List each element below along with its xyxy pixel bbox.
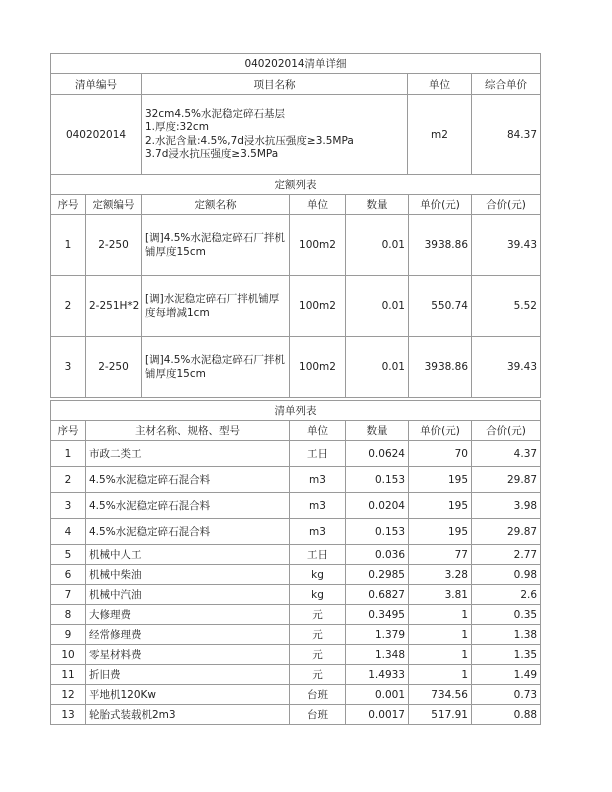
quota-unit: 100m2 [290, 215, 346, 276]
material-total: 3.98 [472, 493, 541, 519]
quota-total-header: 合价(元) [472, 195, 541, 215]
quota-section-title: 定额列表 [51, 175, 541, 195]
material-name: 机械中人工 [86, 545, 290, 565]
material-name: 市政二类工 [86, 441, 290, 467]
page-title-row [51, 54, 541, 74]
material-total: 2.6 [472, 585, 541, 605]
material-total: 0.88 [472, 705, 541, 725]
material-name: 平地机120Kw [86, 685, 290, 705]
material-unit: m3 [290, 467, 346, 493]
bill-unit: m2 [408, 95, 472, 175]
material-seq-header: 序号 [51, 421, 86, 441]
quota-price: 3938.86 [409, 215, 472, 276]
material-total: 0.98 [472, 565, 541, 585]
material-row [51, 441, 541, 467]
material-unit: 元 [290, 645, 346, 665]
quota-seq: 2 [51, 276, 86, 337]
material-row [51, 493, 541, 519]
bill-name-header: 项目名称 [142, 74, 408, 95]
material-price: 195 [409, 493, 472, 519]
quota-price-header: 单价(元) [409, 195, 472, 215]
quota-row [51, 276, 541, 337]
material-qty-header: 数量 [346, 421, 409, 441]
material-seq: 5 [51, 545, 86, 565]
material-qty: 0.001 [346, 685, 409, 705]
material-seq: 12 [51, 685, 86, 705]
material-seq: 2 [51, 467, 86, 493]
material-name: 折旧费 [86, 665, 290, 685]
material-unit: 工日 [290, 441, 346, 467]
material-unit: kg [290, 565, 346, 585]
quota-name: [调]水泥稳定碎石厂拌机铺厚度每增减1cm [142, 276, 290, 337]
quota-price: 3938.86 [409, 337, 472, 398]
bill-row [51, 95, 541, 175]
material-title-row [51, 401, 541, 421]
material-price: 734.56 [409, 685, 472, 705]
material-price: 77 [409, 545, 472, 565]
material-price: 1 [409, 665, 472, 685]
material-unit: 工日 [290, 545, 346, 565]
material-seq: 7 [51, 585, 86, 605]
material-total: 29.87 [472, 519, 541, 545]
material-qty: 0.153 [346, 467, 409, 493]
bill-code-header: 清单编号 [51, 74, 142, 95]
quota-total: 39.43 [472, 215, 541, 276]
material-unit: kg [290, 585, 346, 605]
material-total: 4.37 [472, 441, 541, 467]
material-seq: 4 [51, 519, 86, 545]
quota-seq: 3 [51, 337, 86, 398]
quota-seq: 1 [51, 215, 86, 276]
material-body [51, 441, 541, 725]
material-row [51, 585, 541, 605]
material-price: 3.81 [409, 585, 472, 605]
material-qty: 1.348 [346, 645, 409, 665]
quota-name-header: 定额名称 [142, 195, 290, 215]
material-qty: 0.0017 [346, 705, 409, 725]
material-seq: 3 [51, 493, 86, 519]
quota-unit-header: 单位 [290, 195, 346, 215]
material-unit: m3 [290, 519, 346, 545]
material-qty: 0.3495 [346, 605, 409, 625]
bill-description: 32cm4.5%水泥稳定碎石基层 1.厚度:32cm 2.水泥含量:4.5%,7d浸水抗压强度≥3.5MPa 3.7d浸水抗压强度≥3.5MPa [142, 95, 408, 175]
quota-code: 2-250 [86, 215, 142, 276]
material-row [51, 625, 541, 645]
material-name: 4.5%水泥稳定碎石混合料 [86, 467, 290, 493]
bill-price-header: 综合单价 [472, 74, 541, 95]
material-price: 1 [409, 605, 472, 625]
material-seq: 8 [51, 605, 86, 625]
material-qty: 0.0204 [346, 493, 409, 519]
quota-code: 2-251H*2 [86, 276, 142, 337]
material-name: 轮胎式装载机2m3 [86, 705, 290, 725]
material-seq: 1 [51, 441, 86, 467]
bill-unit-header: 单位 [408, 74, 472, 95]
material-name: 机械中柴油 [86, 565, 290, 585]
material-total: 2.77 [472, 545, 541, 565]
material-unit: m3 [290, 493, 346, 519]
material-qty: 1.4933 [346, 665, 409, 685]
material-price: 517.91 [409, 705, 472, 725]
material-total: 0.73 [472, 685, 541, 705]
bill-code: 040202014 [51, 95, 142, 175]
quota-qty: 0.01 [346, 276, 409, 337]
material-name-header: 主材名称、规格、型号 [86, 421, 290, 441]
quota-header-row [51, 195, 541, 215]
material-name: 4.5%水泥稳定碎石混合料 [86, 493, 290, 519]
material-total: 1.35 [472, 645, 541, 665]
material-row [51, 605, 541, 625]
material-seq: 11 [51, 665, 86, 685]
material-name: 4.5%水泥稳定碎石混合料 [86, 519, 290, 545]
material-seq: 10 [51, 645, 86, 665]
material-price: 195 [409, 519, 472, 545]
quota-code: 2-250 [86, 337, 142, 398]
material-row [51, 565, 541, 585]
quota-code-header: 定额编号 [86, 195, 142, 215]
material-total: 1.38 [472, 625, 541, 645]
quota-row [51, 337, 541, 398]
bill-header-row [51, 74, 541, 95]
quota-unit: 100m2 [290, 337, 346, 398]
material-row [51, 519, 541, 545]
material-row [51, 685, 541, 705]
material-seq: 13 [51, 705, 86, 725]
material-table [50, 400, 541, 725]
material-row [51, 467, 541, 493]
quota-name: [调]4.5%水泥稳定碎石厂拌机铺厚度15cm [142, 215, 290, 276]
material-price: 1 [409, 625, 472, 645]
material-header-row [51, 421, 541, 441]
quota-row [51, 215, 541, 276]
bill-price: 84.37 [472, 95, 541, 175]
quota-table [50, 174, 541, 398]
material-row [51, 645, 541, 665]
material-name: 大修理费 [86, 605, 290, 625]
material-seq: 6 [51, 565, 86, 585]
quota-qty: 0.01 [346, 215, 409, 276]
material-unit: 元 [290, 625, 346, 645]
page-title: 040202014清单详细 [51, 54, 541, 74]
material-name: 机械中汽油 [86, 585, 290, 605]
material-total-header: 合价(元) [472, 421, 541, 441]
material-unit: 元 [290, 665, 346, 685]
material-qty: 0.0624 [346, 441, 409, 467]
material-unit-header: 单位 [290, 421, 346, 441]
quota-title-row [51, 175, 541, 195]
material-total: 0.35 [472, 605, 541, 625]
quota-unit: 100m2 [290, 276, 346, 337]
material-section-title: 清单列表 [51, 401, 541, 421]
material-qty: 0.2985 [346, 565, 409, 585]
material-price: 195 [409, 467, 472, 493]
material-qty: 0.6827 [346, 585, 409, 605]
material-price: 1 [409, 645, 472, 665]
quota-price: 550.74 [409, 276, 472, 337]
material-row [51, 665, 541, 685]
quota-total: 39.43 [472, 337, 541, 398]
bill-table [50, 53, 541, 175]
material-unit: 台班 [290, 705, 346, 725]
material-row [51, 705, 541, 725]
quota-qty: 0.01 [346, 337, 409, 398]
material-row [51, 545, 541, 565]
material-name: 零星材料费 [86, 645, 290, 665]
material-qty: 0.153 [346, 519, 409, 545]
material-qty: 0.036 [346, 545, 409, 565]
quota-name: [调]4.5%水泥稳定碎石厂拌机铺厚度15cm [142, 337, 290, 398]
material-price: 70 [409, 441, 472, 467]
material-name: 经常修理费 [86, 625, 290, 645]
material-unit: 元 [290, 605, 346, 625]
material-seq: 9 [51, 625, 86, 645]
material-total: 1.49 [472, 665, 541, 685]
material-price-header: 单价(元) [409, 421, 472, 441]
material-price: 3.28 [409, 565, 472, 585]
material-unit: 台班 [290, 685, 346, 705]
quota-qty-header: 数量 [346, 195, 409, 215]
quota-total: 5.52 [472, 276, 541, 337]
material-total: 29.87 [472, 467, 541, 493]
material-qty: 1.379 [346, 625, 409, 645]
quota-seq-header: 序号 [51, 195, 86, 215]
